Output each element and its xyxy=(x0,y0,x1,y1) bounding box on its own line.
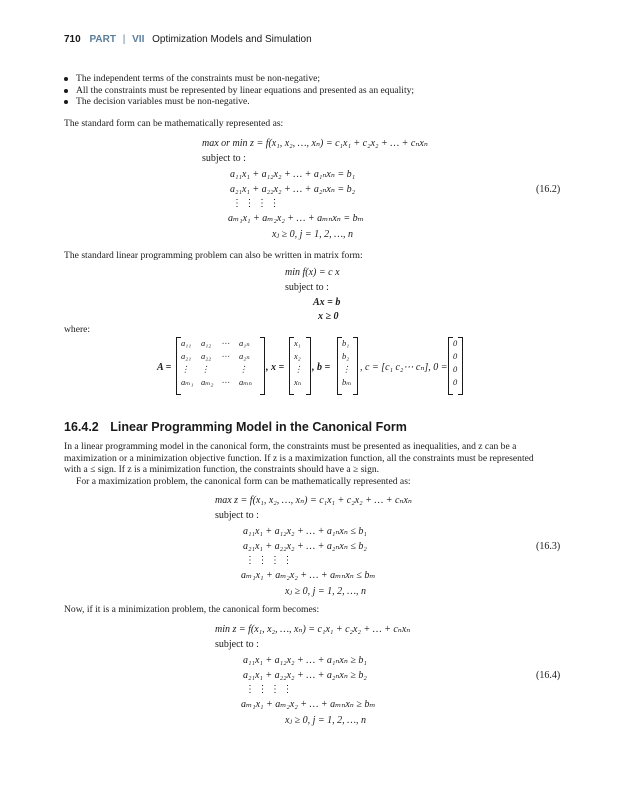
paragraph-line: maximization or a minimization objective function. If z is a maximization function, all the constraints must be represented xyxy=(64,452,534,464)
canonical-paragraph xyxy=(64,441,534,487)
eq-16-2-objective: max or min z = f(x₁, x₂, …, xₙ) = c₁x₁ + c₂x₂ + … + cₙxₙ xyxy=(202,138,428,149)
matrix-cell xyxy=(221,364,239,375)
standard-form-intro: The standard form can be mathematically represented as: xyxy=(64,118,284,129)
matrix-a-right-bracket xyxy=(260,337,265,395)
vector-b-right-bracket xyxy=(353,337,358,395)
vector-cell: 0 xyxy=(453,364,458,374)
vector-cell: bₘ xyxy=(342,377,352,387)
matrix-cell: a₂ₙ xyxy=(239,351,250,361)
matrix-form-intro: The standard linear programming problem can also be written in matrix form: xyxy=(64,250,363,261)
eq-number-16-2: (16.2) xyxy=(536,184,561,195)
vector-x-right-bracket xyxy=(306,337,311,395)
matrix-cell: aₘ₂ xyxy=(201,377,214,387)
eq-16-3-objective: max z = f(x₁, x₂, …, xₙ) = c₁x₁ + c₂x₂ + … + cₙxₙ xyxy=(215,495,412,506)
matrix-a-label: A = xyxy=(157,362,172,373)
matrix-subject-to: subject to : xyxy=(285,282,329,293)
list-item: The decision variables must be non-negative. xyxy=(62,96,414,108)
eq-16-4-nonneg: xⱼ ≥ 0, j = 1, 2, …, n xyxy=(285,715,366,726)
chapter-title: Optimization Models and Simulation xyxy=(152,34,312,45)
matrix-objective: min f(x) = c x xyxy=(285,267,340,278)
minimization-intro: Now, if it is a minimization problem, the canonical form becomes: xyxy=(64,604,320,615)
matrix-cell: aₘ₁ xyxy=(181,377,194,387)
matrix-a-body xyxy=(181,338,260,388)
page-number: 710 xyxy=(64,34,81,45)
matrix-constraint: Ax = b xyxy=(313,297,341,308)
eq-16-2-row-m: aₘ₁x₁ + aₘ₂x₂ + … + aₘₙxₙ = bₘ xyxy=(228,213,364,224)
eq-number-16-4: (16.4) xyxy=(536,670,561,681)
matrix-cell: ⋯ xyxy=(221,351,230,361)
matrix-cell: ⋮ xyxy=(239,364,248,374)
eq-16-4-row-1: a₁₁x₁ + a₁₂x₂ + … + a₁ₙxₙ ≥ b₁ xyxy=(243,655,367,666)
eq-16-3-row-2: a₂₁x₁ + a₂₂x₂ + … + a₂ₙxₙ ≤ b₂ xyxy=(243,541,367,552)
vector-c-label: , c = [c₁ c₂⋯ cₙ], 0 = xyxy=(360,362,448,373)
vector-cell: 0 xyxy=(453,351,458,361)
header-separator: | xyxy=(122,34,126,45)
matrix-cell: ⋯ xyxy=(221,377,230,387)
matrix-cell: a₁₁ xyxy=(181,338,192,348)
list-item: All the constraints must be represented by linear equations and presented as an equality; xyxy=(62,85,414,97)
eq-16-3-row-m: aₘ₁x₁ + aₘ₂x₂ + … + aₘₙxₙ ≤ bₘ xyxy=(241,570,376,581)
eq-number-16-3: (16.3) xyxy=(536,541,561,552)
eq-16-3-subject-to: subject to : xyxy=(215,510,259,521)
matrix-nonneg: x ≥ 0 xyxy=(318,311,339,322)
vector-cell: x₁ xyxy=(294,338,301,348)
matrix-cell: aₘₙ xyxy=(239,377,252,387)
vector-cell: b₁ xyxy=(342,338,350,348)
matrix-cell: ⋮ xyxy=(181,364,190,374)
eq-16-2-nonneg: xⱼ ≥ 0, j = 1, 2, …, n xyxy=(272,229,353,240)
vector-cell: 0 xyxy=(453,377,458,387)
vector-cell: x₂ xyxy=(294,351,301,361)
vector-cell: ⋮ xyxy=(342,364,351,374)
vector-cell: ⋮ xyxy=(294,364,303,374)
matrix-cell: a₁ₙ xyxy=(239,338,250,348)
eq-16-2-subject-to: subject to : xyxy=(202,153,246,164)
list-item: The independent terms of the constraints must be non-negative; xyxy=(62,73,414,85)
part-number: VII xyxy=(132,34,145,45)
eq-16-4-row-m: aₘ₁x₁ + aₘ₂x₂ + … + aₘₙxₙ ≥ bₘ xyxy=(241,699,376,710)
matrix-cell: a₁₂ xyxy=(201,338,212,348)
eq-16-4-row-2: a₂₁x₁ + a₂₂x₂ + … + a₂ₙxₙ ≥ b₂ xyxy=(243,670,367,681)
running-header xyxy=(64,34,312,45)
matrix-cell: a₂₁ xyxy=(181,351,192,361)
section-title: Linear Programming Model in the Canonical Form xyxy=(110,420,407,434)
eq-16-4-vdots: ⋮ ⋮ ⋮ ⋮ xyxy=(245,684,293,695)
eq-16-2-vdots: ⋮ ⋮ ⋮ ⋮ xyxy=(232,198,280,209)
vector-cell: xₙ xyxy=(294,377,302,387)
paragraph-line: with a ≤ sign. If z is a minimization function, the constraints should have a ≥ sign. xyxy=(64,464,380,476)
section-heading xyxy=(64,420,407,434)
part-label: PART xyxy=(89,34,116,45)
paragraph-line: In a linear programming model in the canonical form, the constraints must be presented as inequalities, and z can be a xyxy=(64,441,517,452)
where-label: where: xyxy=(64,324,91,335)
vector-b-label: , b = xyxy=(312,362,331,373)
matrix-cell: ⋮ xyxy=(201,364,210,374)
eq-16-4-subject-to: subject to : xyxy=(215,639,259,650)
requirements-list xyxy=(62,73,414,108)
eq-16-4-objective: min z = f(x₁, x₂, …, xₙ) = c₁x₁ + c₂x₂ + … + cₙxₙ xyxy=(215,624,411,635)
eq-16-2-row-2: a₂₁x₁ + a₂₂x₂ + … + a₂ₙxₙ = b₂ xyxy=(230,184,356,195)
eq-16-3-vdots: ⋮ ⋮ ⋮ ⋮ xyxy=(245,555,293,566)
vector-cell: b₂ xyxy=(342,351,350,361)
section-number: 16.4.2 xyxy=(64,420,99,434)
vector-cell: 0 xyxy=(453,338,458,348)
matrix-cell: ⋯ xyxy=(221,338,230,348)
zero-vector-right-bracket xyxy=(458,337,463,395)
eq-16-2-row-1: a₁₁x₁ + a₁₂x₂ + … + a₁ₙxₙ = b₁ xyxy=(230,169,356,180)
eq-16-3-row-1: a₁₁x₁ + a₁₂x₂ + … + a₁ₙxₙ ≤ b₁ xyxy=(243,526,367,537)
matrix-cell: a₂₂ xyxy=(201,351,212,361)
paragraph-line: For a maximization problem, the canonical form can be mathematically represented as: xyxy=(76,475,411,487)
vector-x-label: , x = xyxy=(266,362,285,373)
eq-16-3-nonneg: xⱼ ≥ 0, j = 1, 2, …, n xyxy=(285,586,366,597)
